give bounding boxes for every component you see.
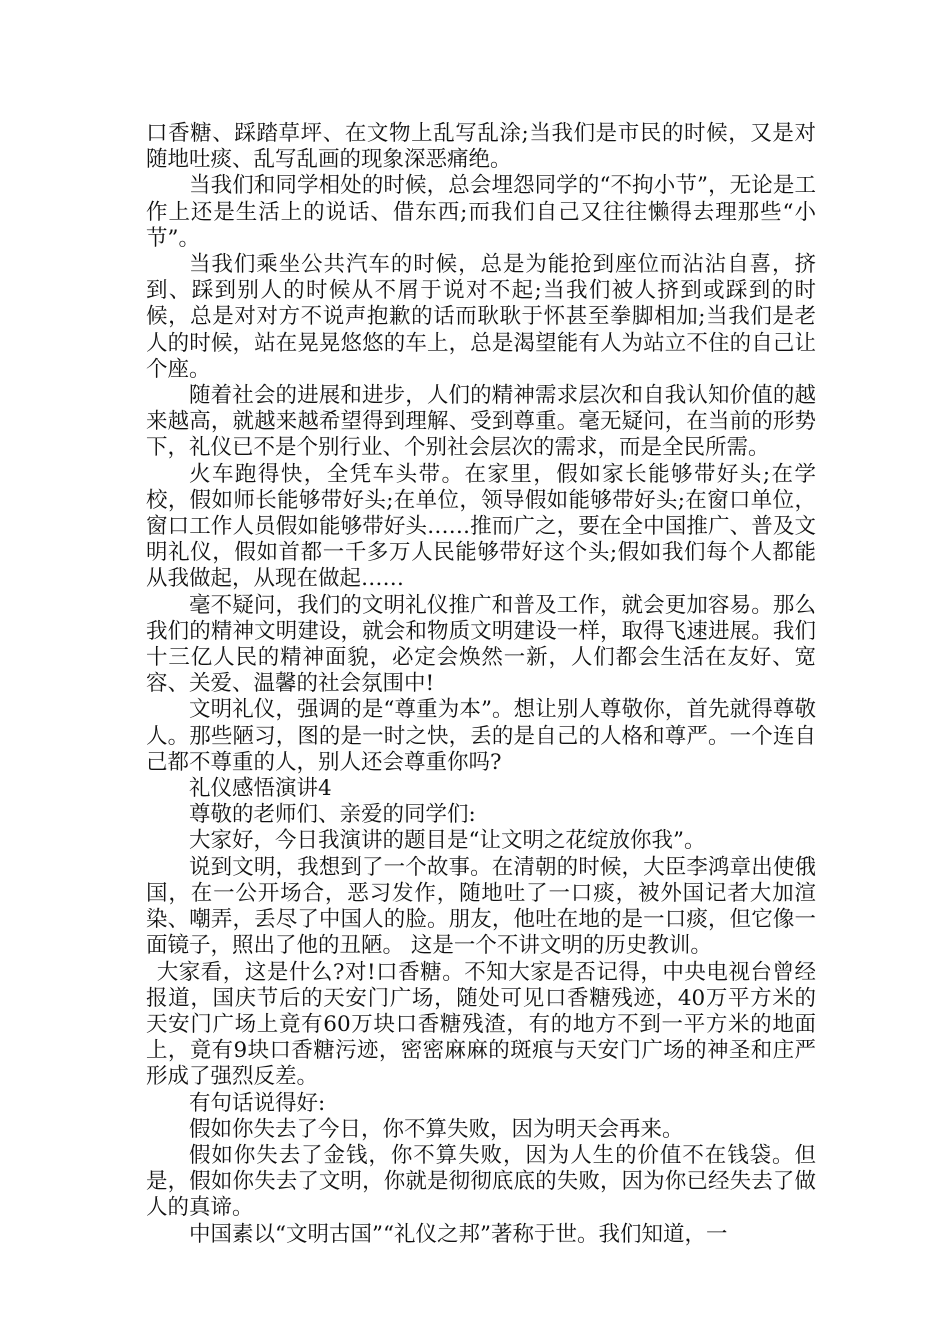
paragraph-16: 中国素以“文明古国”“礼仪之邦”著称于世。我们知道，一 [189, 1221, 728, 1247]
paragraph-4: 随着社会的进展和进步，人们的精神需求层次和自我认知价值的越来越高，就越来越希望得到理解、受到尊重。毫无疑问，在当前的形势下，礼仪已不是个别行业、个别社会层次的需求，而是全民所需。 [146, 383, 816, 461]
paragraph-13: 有句话说得好: [189, 1090, 326, 1116]
paragraph-1: 口香糖、踩踏草坪、在文物上乱写乱涂;当我们是市民的时候，又是对随地吐痰、乱写乱画的现象深恶痛绝。 [146, 121, 816, 173]
paragraph-greeting: 大家好，今日我演讲的题目是“让文明之花绽放你我”。 [189, 828, 706, 854]
paragraph-5: 火车跑得快，全凭车头带。在家里，假如家长能够带好头;在学校，假如师长能够带好头;在单位，领导假如能够带好头;在窗口单位，窗口工作人员假如能够带好头……推而广之，要在全中国推广、普及文明礼仪，假如首都一千多万人民能够带好这个头;假如我们每个人都能从我做起，从现在做起…… [146, 461, 816, 592]
paragraph-11: 说到文明，我想到了一个故事。在清朝的时候，大臣李鸿章出使俄国，在一公开场合，恶习发作，随地吐了一口痰，被外国记者大加渲染、嘲弄，丢尽了中国人的脸。朋友，他吐在地的是一口痰，但它像一面镜子，照出了他的丑陋。 这是一个不讲文明的历史教训。 [146, 854, 816, 959]
section-heading: 礼仪感悟演讲4 [189, 776, 332, 802]
paragraph-6: 毫不疑问，我们的文明礼仪推广和普及工作，就会更加容易。那么我们的精神文明建设，就会和物质文明建设一样，取得飞速进展。我们十三亿人民的精神面貌，必定会焕然一新，人们都会生活在友好、宽容、关爱、温馨的社会氛围中! [146, 592, 816, 697]
paragraph-7: 文明礼仪，强调的是“尊重为本”。想让别人尊敬你，首先就得尊敬人。那些陋习，图的是一时之快，丢的是自己的人格和尊严。一个连自己都不尊重的人，别人还会尊重你吗? [146, 697, 816, 775]
paragraph-2: 当我们和同学相处的时候，总会埋怨同学的“不拘小节”，无论是工作上还是生活上的说话、借东西;而我们自己又往往懒得去理那些“小节”。 [146, 173, 816, 251]
paragraph-14: 假如你失去了今日，你不算失败，因为明天会再来。 [189, 1116, 684, 1142]
document-page [146, 121, 816, 1248]
paragraph-12: 大家看，这是什么?对!口香糖。不知大家是否记得，中央电视台曾经报道，国庆节后的天安门广场，随处可见口香糖残迹，40万平方米的天安门广场上竟有60万块口香糖残渣，有的地方不到一平方米的地面上，竟有9块口香糖污迹，密密麻麻的斑痕与天安门广场的神圣和庄严形成了强烈反差。 [146, 959, 816, 1090]
salutation: 尊敬的老师们、亲爱的同学们: [189, 802, 476, 828]
paragraph-15: 假如你失去了金钱，你不算失败，因为人生的价值不在钱袋。但是，假如你失去了文明，你就是彻彻底底的失败，因为你已经失去了做人的真谛。 [146, 1142, 816, 1221]
paragraph-3: 当我们乘坐公共汽车的时候，总是为能抢到座位而沾沾自喜，挤到、踩到别人的时候从不屑于说对不起;当我们被人挤到或踩到的时候，总是对对方不说声抱歉的话而耿耿于怀甚至拳脚相加;当我们是老人的时候，站在晃晃悠悠的车上，总是渴望能有人为站立不住的自己让个座。 [146, 252, 816, 382]
